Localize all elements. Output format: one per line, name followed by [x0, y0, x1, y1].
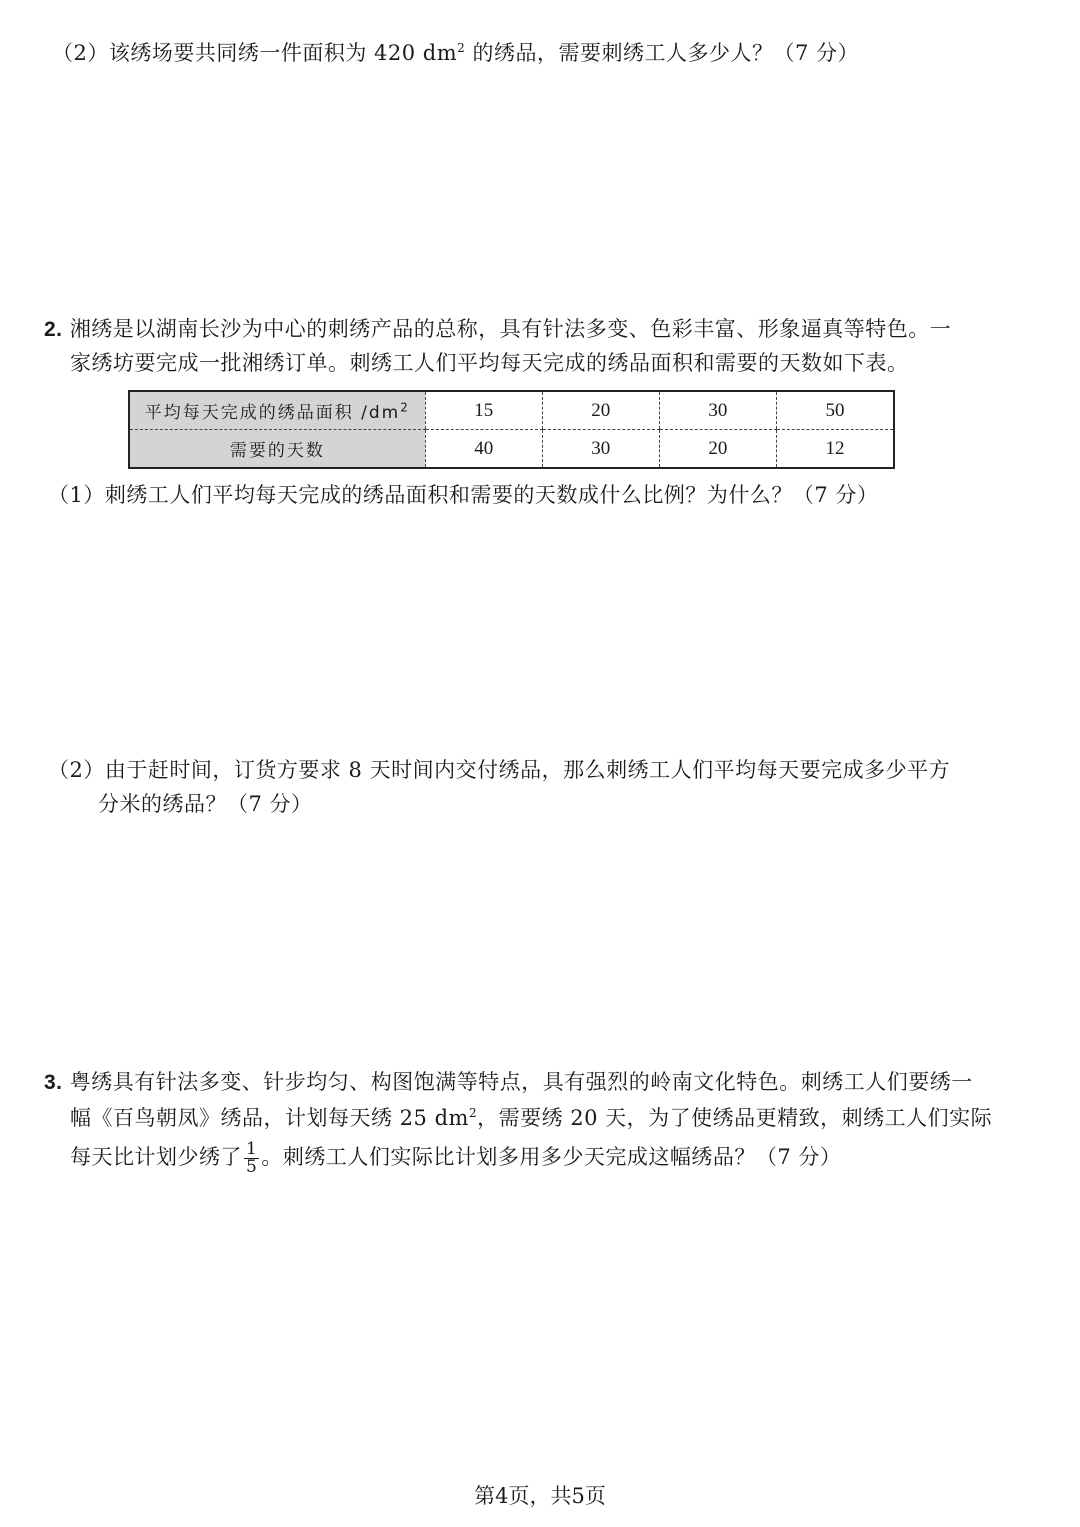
q3-line2-sup: 2: [468, 1106, 478, 1120]
table-header-days: 需要的天数: [129, 430, 425, 469]
table-cell: 40: [425, 430, 542, 469]
table-header-area-sup: 2: [400, 400, 410, 415]
q3-line2-b: ，需要绣 20 天，为了使绣品更精致，刺绣工人们实际: [477, 1106, 993, 1130]
embroidery-table: [128, 390, 895, 469]
q2-part1-line: [48, 480, 878, 510]
q2-part1-text: 刺绣工人们平均每天完成的绣品面积和需要的天数成什么比例？为什么？（7 分）: [104, 483, 879, 507]
q2-line1-text: 湘绣是以湖南长沙为中心的刺绣产品的总称，具有针法多变、色彩丰富、形象逼真等特色。一: [69, 317, 952, 341]
q3-line3: [70, 1141, 841, 1176]
table-row-days: [129, 430, 894, 469]
table-header-area-text: 平均每天完成的绣品面积 /dm: [144, 403, 401, 423]
q2-number: 2.: [44, 318, 63, 341]
q2-part2-text1: 由于赶时间，订货方要求 8 天时间内交付绣品，那么刺绣工人们平均每天要完成多少平方: [104, 758, 951, 782]
q3-line3-b: 。刺绣工人们实际比计划多用多少天完成这幅绣品？（7 分）: [261, 1145, 842, 1169]
q2-line1: [44, 314, 951, 345]
table-cell: 50: [776, 391, 894, 430]
fraction-denominator: 5: [246, 1157, 258, 1177]
q3-line1: [44, 1067, 973, 1098]
table-row-area: [129, 391, 894, 430]
q3-line3-a: 每天比计划少绣了: [70, 1145, 242, 1169]
q3-line1-text: 粤绣具有针法多变、针步均匀、构图饱满等特点，具有强烈的岭南文化特色。刺绣工人们要绣一: [69, 1070, 973, 1094]
table-cell: 15: [425, 391, 542, 430]
table-cell: 30: [542, 430, 659, 469]
table-cell: 12: [776, 430, 894, 469]
page-footer: 第4页，共5页: [474, 1484, 606, 1508]
q2-line2: 家绣坊要完成一批湘绣订单。刺绣工人们平均每天完成的绣品面积和需要的天数如下表。: [70, 351, 909, 375]
q2-part1-label: （1）: [48, 483, 105, 507]
q1-part2-sup: 2: [457, 41, 466, 55]
q1-part2-text-b: 的绣品，需要刺绣工人多少人？（7 分）: [465, 41, 860, 65]
table-cell: 20: [542, 391, 659, 430]
q3-line2-a: 幅《百鸟朝凤》绣品，计划每天绣 25 dm: [70, 1106, 469, 1130]
q2-part2-line1: [48, 755, 950, 785]
fraction-numerator: 1: [246, 1139, 258, 1159]
table-cell: 30: [659, 391, 776, 430]
q2-part2-line2: 分米的绣品？（7 分）: [98, 792, 313, 816]
q3-line2: [70, 1103, 992, 1133]
q1-part2-label: （2）: [52, 41, 109, 65]
q1-part2-text-a: 该绣场要共同绣一件面积为 420 dm: [108, 41, 458, 65]
table-cell: 20: [659, 430, 776, 469]
fraction-one-fifth: [244, 1141, 259, 1176]
table-header-area: [129, 391, 425, 430]
q2-part2-label: （2）: [48, 758, 105, 782]
q1-part2-line: [52, 38, 859, 68]
q3-number: 3.: [44, 1071, 63, 1094]
